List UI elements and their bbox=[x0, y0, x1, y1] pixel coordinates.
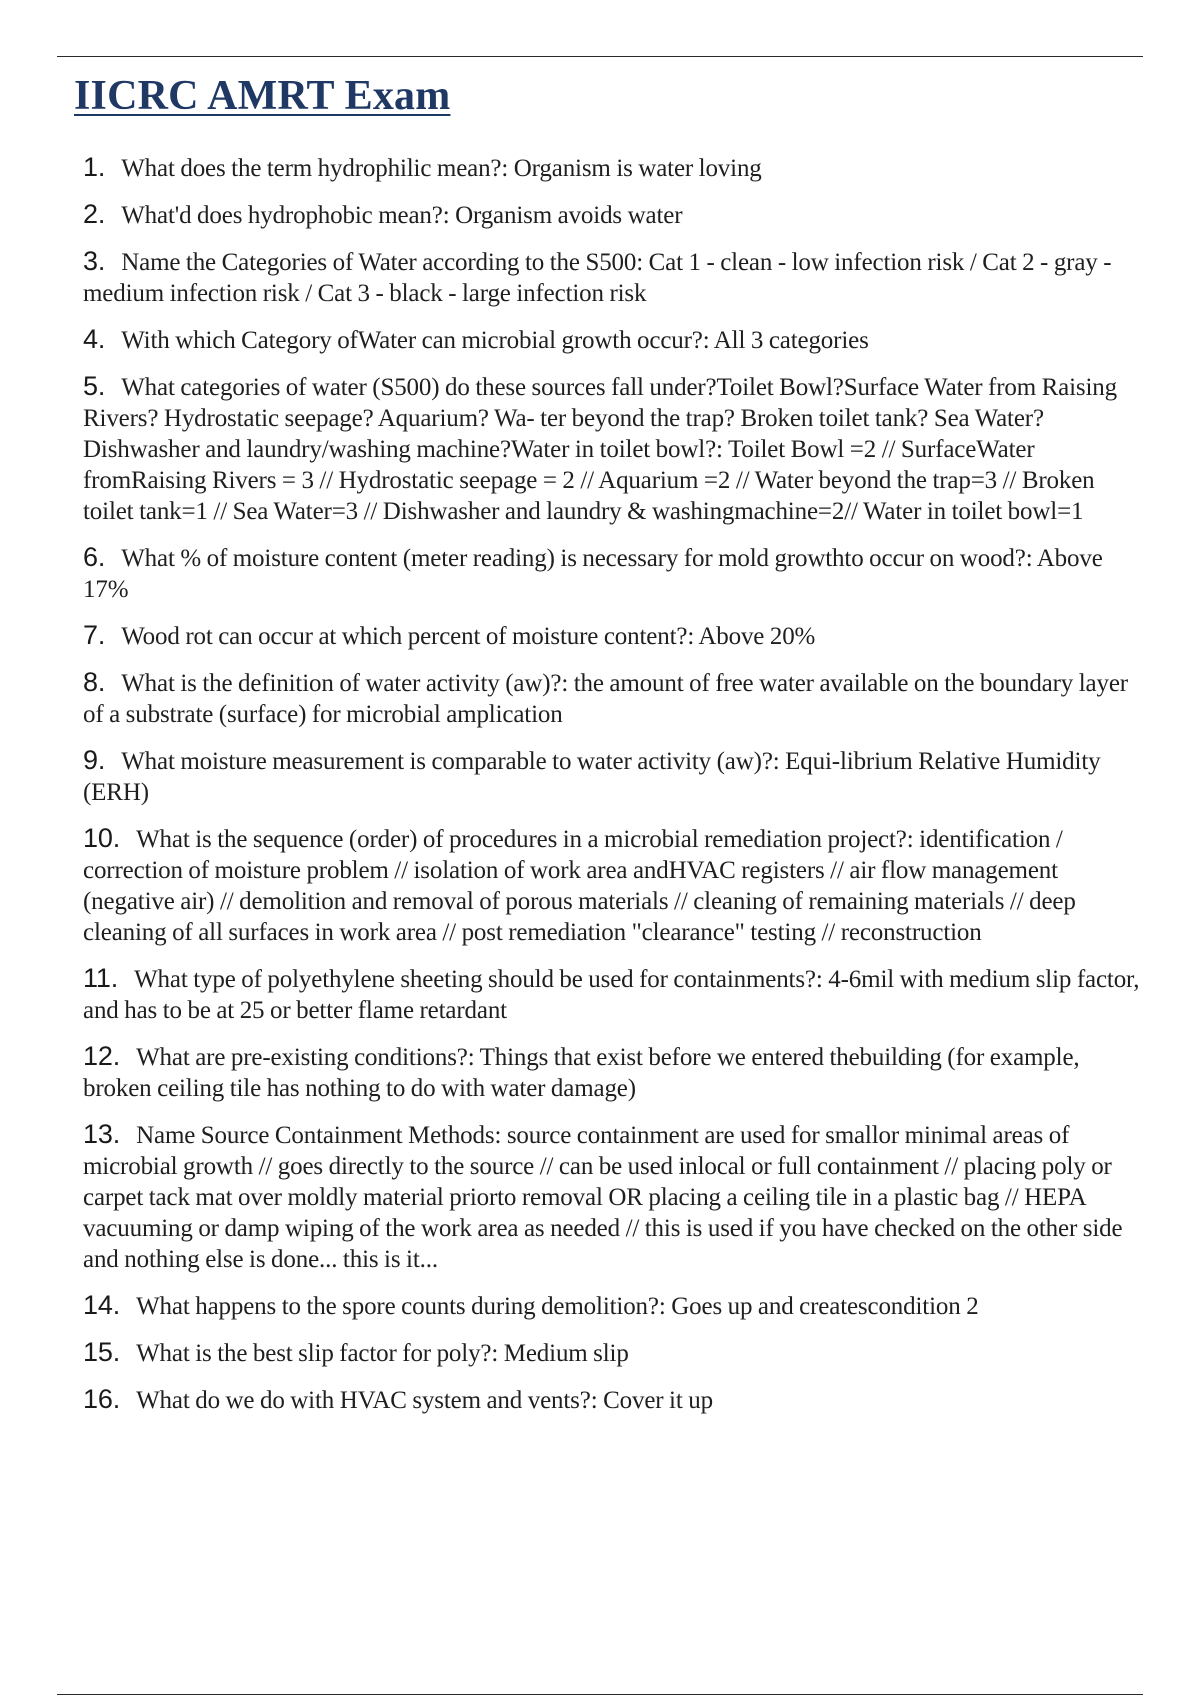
question-text: Name the Categories of Water according to the S500: Cat 1 - clean - low infection risk / Cat 2 - gray - medium infection risk / Cat 3 - black - large infection risk bbox=[83, 249, 1112, 307]
question-item bbox=[83, 963, 1149, 1026]
question-text: What happens to the spore counts during demolition?: Goes up and createscondition 2 bbox=[136, 1293, 979, 1320]
question-number: 9. bbox=[83, 745, 106, 775]
document-title: IICRC AMRT Exam bbox=[74, 73, 451, 119]
question-item bbox=[83, 1337, 1149, 1369]
question-text: What categories of water (S500) do these sources fall under?Toilet Bowl?Surface Water from Raising Rivers? Hydrostatic seepage? Aquarium? Wa- ter beyond the trap? Broken toilet tank? Sea Water? Dishwasher and laundry/washing machine?Water in toilet bowl?: Toilet Bowl =2 // SurfaceWater fromRaising Rivers = 3 // Hydrostatic seepage = 2 // Aquarium =2 // Water beyond the trap=3 // Broken toilet tank=1 // Sea Water=3 // Dishwasher and laundry & washingmachine=2// Water in toilet bowl=1 bbox=[83, 374, 1117, 525]
question-text: What % of moisture content (meter reading) is necessary for mold growthto occur on wood?: Above 17% bbox=[83, 545, 1103, 603]
question-number: 7. bbox=[83, 620, 106, 650]
question-text: What moisture measurement is comparable to water activity (aw)?: Equi-librium Relative Humidity (ERH) bbox=[83, 748, 1101, 806]
question-number: 10. bbox=[83, 823, 121, 853]
question-number: 12. bbox=[83, 1041, 121, 1071]
question-item bbox=[83, 246, 1149, 309]
question-number: 15. bbox=[83, 1337, 121, 1367]
question-number: 5. bbox=[83, 371, 106, 401]
question-text: What'd does hydrophobic mean?: Organism avoids water bbox=[121, 202, 683, 229]
question-list bbox=[83, 152, 1149, 1431]
question-text: With which Category ofWater can microbial growth occur?: All 3 categories bbox=[121, 327, 869, 354]
question-item bbox=[83, 199, 1149, 231]
question-number: 4. bbox=[83, 324, 106, 354]
question-number: 8. bbox=[83, 667, 106, 697]
question-number: 13. bbox=[83, 1119, 121, 1149]
question-number: 6. bbox=[83, 542, 106, 572]
question-item bbox=[83, 152, 1149, 184]
question-number: 3. bbox=[83, 246, 106, 276]
question-text: What type of polyethylene sheeting should be used for containments?: 4-6mil with medium slip factor, and has to be at 25 or better flame retardant bbox=[83, 966, 1140, 1024]
question-text: What is the best slip factor for poly?: Medium slip bbox=[136, 1340, 629, 1367]
question-item bbox=[83, 542, 1149, 605]
question-text: What is the definition of water activity (aw)?: the amount of free water available on the boundary layer of a substrate (surface) for microbial amplication bbox=[83, 670, 1128, 728]
bottom-rule bbox=[57, 1694, 1143, 1695]
question-item bbox=[83, 371, 1149, 527]
question-item bbox=[83, 1290, 1149, 1322]
question-number: 11. bbox=[83, 963, 119, 993]
question-number: 14. bbox=[83, 1290, 121, 1320]
question-item bbox=[83, 667, 1149, 730]
question-text: Wood rot can occur at which percent of moisture content?: Above 20% bbox=[121, 623, 816, 650]
question-item bbox=[83, 620, 1149, 652]
question-item bbox=[83, 823, 1149, 948]
question-text: What does the term hydrophilic mean?: Organism is water loving bbox=[121, 155, 762, 182]
question-text: What are pre-existing conditions?: Things that exist before we entered thebuilding (for example, broken ceiling tile has nothing to do with water damage) bbox=[83, 1044, 1080, 1102]
question-text: What do we do with HVAC system and vents?: Cover it up bbox=[136, 1387, 713, 1414]
question-item bbox=[83, 1119, 1149, 1275]
question-item bbox=[83, 1041, 1149, 1104]
question-item bbox=[83, 745, 1149, 808]
question-text: Name Source Containment Methods: source containment are used for smallor minimal areas of microbial growth // goes directly to the source // can be used inlocal or full containment // placing poly or carpet tack mat over moldly material priorto removal OR placing a ceiling tile in a plastic bag // HEPA vacuuming or damp wiping of the work area as needed // this is used if you have checked on the other side and nothing else is done... this is it... bbox=[83, 1122, 1123, 1273]
question-number: 1. bbox=[83, 152, 106, 182]
top-rule bbox=[57, 56, 1143, 57]
question-number: 2. bbox=[83, 199, 106, 229]
question-number: 16. bbox=[83, 1384, 121, 1414]
question-item bbox=[83, 324, 1149, 356]
question-item bbox=[83, 1384, 1149, 1416]
question-text: What is the sequence (order) of procedures in a microbial remediation project?: identification / correction of moisture problem // isolation of work area andHVAC registers // air flow management (negative air) // demolition and removal of porous materials // cleaning of remaining materials // deep cleaning of all surfaces in work area // post remediation "clearance" testing // reconstruction bbox=[83, 826, 1076, 946]
